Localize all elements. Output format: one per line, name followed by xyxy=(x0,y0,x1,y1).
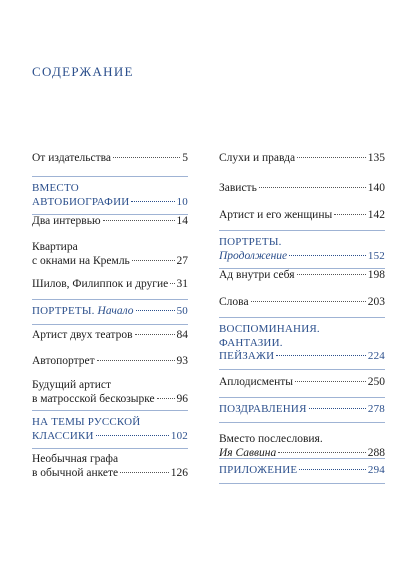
section-rule xyxy=(32,176,188,177)
section-rule xyxy=(32,448,188,449)
toc-page-number: 140 xyxy=(367,182,385,194)
toc-entry-title: ПОРТРЕТЫ. xyxy=(32,305,98,317)
toc-entry-title: Аплодисменты xyxy=(219,376,294,388)
toc-entry[interactable] xyxy=(32,379,188,406)
dot-leader xyxy=(334,214,366,215)
section-rule xyxy=(219,397,385,398)
toc-entry-title: Слухи и правда xyxy=(219,152,296,164)
toc-page-number: 224 xyxy=(367,350,385,362)
toc-entry-title: НА ТЕМЫ РУССКОЙ xyxy=(32,416,141,428)
toc-page-number: 84 xyxy=(176,329,188,341)
toc-entry[interactable] xyxy=(32,278,188,292)
dot-leader xyxy=(132,260,175,261)
toc-entry[interactable] xyxy=(32,305,188,319)
toc-entry-title: ПЕЙЗАЖИ xyxy=(219,350,275,362)
dot-leader xyxy=(120,472,169,473)
toc-entry-title xyxy=(32,305,188,319)
toc-entry-title: Зависть xyxy=(219,182,257,194)
toc-entry-title: Будущий артист xyxy=(32,379,111,391)
toc-page-number: 250 xyxy=(367,376,385,388)
dot-leader xyxy=(97,360,175,361)
toc-entry[interactable] xyxy=(219,236,385,263)
toc-entry-author: Ия Саввина xyxy=(219,446,277,459)
toc-page-number: 152 xyxy=(367,249,385,262)
page-title: содержание xyxy=(32,60,134,81)
dot-leader xyxy=(297,274,366,275)
toc-page-number: 278 xyxy=(367,403,385,415)
toc-entry[interactable] xyxy=(32,182,188,209)
toc-entry[interactable] xyxy=(32,453,188,480)
toc-page-number: 203 xyxy=(367,296,385,308)
toc-page-number: 102 xyxy=(170,429,188,442)
toc-page-number: 5 xyxy=(182,152,188,164)
toc-page-number: 198 xyxy=(367,269,385,281)
section-rule xyxy=(219,317,385,318)
dot-leader xyxy=(131,201,174,202)
toc-page-number: 288 xyxy=(367,446,385,459)
dot-leader xyxy=(297,157,366,158)
dot-leader xyxy=(276,355,366,356)
dot-leader xyxy=(309,408,366,409)
dot-leader xyxy=(136,310,175,311)
dot-leader xyxy=(157,398,175,399)
dot-leader xyxy=(289,255,366,256)
toc-page-number: 135 xyxy=(367,152,385,164)
dot-leader xyxy=(170,283,174,284)
dot-leader xyxy=(113,157,180,158)
toc-page-number: 96 xyxy=(176,392,188,405)
section-rule xyxy=(32,410,188,411)
toc-page-number: 294 xyxy=(367,464,385,476)
toc-entry[interactable] xyxy=(219,269,385,283)
dot-leader xyxy=(103,220,175,221)
toc-entry-title: Слова xyxy=(219,296,249,308)
toc-entry-title: Шилов, Филиппок и другие xyxy=(32,278,169,290)
dot-leader xyxy=(295,381,366,382)
dot-leader xyxy=(299,469,366,470)
section-rule xyxy=(219,230,385,231)
toc-page-number: 93 xyxy=(176,355,188,367)
section-rule xyxy=(32,299,188,300)
toc-entry-title: КЛАССИКИ xyxy=(32,429,94,442)
section-rule xyxy=(219,369,385,370)
toc-entry-title: в матросской бескозырке xyxy=(32,392,155,405)
toc-entry[interactable] xyxy=(219,182,385,196)
toc-entry-title: Автопортрет xyxy=(32,355,95,367)
toc-entry-title: Вместо послесловия. xyxy=(219,433,323,445)
toc-entry-title: ВОСПОМИНАНИЯ. xyxy=(219,323,320,335)
toc-entry[interactable] xyxy=(219,433,385,460)
section-rule xyxy=(32,324,188,325)
toc-entry-title: ВМЕСТО xyxy=(32,182,79,194)
toc-page-number: 50 xyxy=(176,305,188,317)
toc-entry-title: Артист двух театров xyxy=(32,329,133,341)
toc-page-number: 142 xyxy=(367,209,385,221)
toc-entry-title: Квартира xyxy=(32,241,78,253)
toc-page-number: 126 xyxy=(170,466,188,479)
toc-entry-subtitle: Начало xyxy=(97,305,134,317)
toc-entry[interactable] xyxy=(32,215,188,229)
toc-entry[interactable] xyxy=(32,416,188,443)
toc-entry-title: в обычной анкете xyxy=(32,466,119,479)
toc-entry-title: ПРИЛОЖЕНИЕ xyxy=(219,464,298,476)
dot-leader xyxy=(259,187,366,188)
toc-entry-title: ПОРТРЕТЫ. xyxy=(219,236,282,248)
toc-page-number: 14 xyxy=(176,215,188,227)
toc-entry[interactable] xyxy=(219,403,385,417)
section-rule xyxy=(219,483,385,484)
toc-entry[interactable] xyxy=(219,152,385,166)
toc-entry-title: с окнами на Кремль xyxy=(32,254,130,267)
toc-page-number: 31 xyxy=(176,278,188,290)
dot-leader xyxy=(278,452,366,453)
section-rule xyxy=(219,422,385,423)
dot-leader xyxy=(135,334,175,335)
section-rule xyxy=(219,458,385,459)
toc-entry[interactable] xyxy=(32,355,188,369)
toc-entry[interactable] xyxy=(219,323,385,364)
toc-entry[interactable] xyxy=(32,241,188,268)
toc-entry-title: ПОЗДРАВЛЕНИЯ xyxy=(219,403,307,415)
toc-entry-subtitle: Продолжение xyxy=(219,249,288,262)
toc-entry[interactable] xyxy=(219,296,385,310)
toc-entry-title: ФАНТАЗИИ. xyxy=(219,336,283,349)
toc-entry-title: Два интервью xyxy=(32,215,101,227)
toc-entry-title: Артист и его женщины xyxy=(219,209,333,221)
toc-entry-title: АВТОБИОГРАФИИ xyxy=(32,195,130,208)
toc-entry-title: Необычная графа xyxy=(32,453,119,465)
toc-entry[interactable] xyxy=(219,376,385,390)
toc-page-number: 10 xyxy=(176,195,188,208)
toc-entry[interactable] xyxy=(219,209,385,223)
dot-leader xyxy=(96,435,169,436)
toc-page-number: 27 xyxy=(176,254,188,267)
dot-leader xyxy=(251,301,366,302)
toc-entry-title: От издательства xyxy=(32,152,111,164)
toc-entry-title: Ад внутри себя xyxy=(219,269,295,281)
toc-entry[interactable] xyxy=(32,329,188,343)
toc-entry[interactable] xyxy=(219,464,385,478)
toc-entry[interactable] xyxy=(32,152,188,166)
